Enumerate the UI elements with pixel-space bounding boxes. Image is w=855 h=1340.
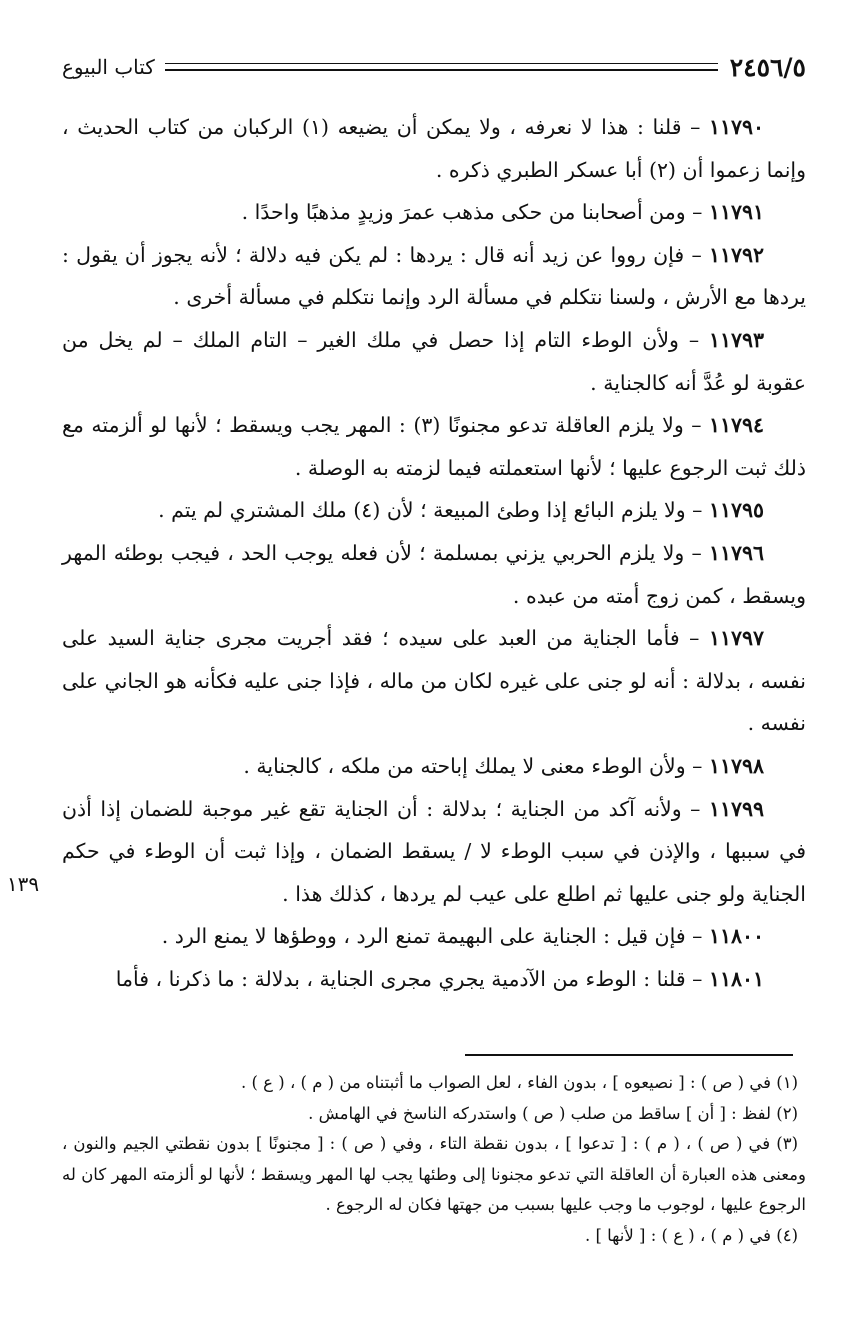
paragraph-text: – ولا يلزم البائع إذا وطئ المبيعة ؛ لأن (٤) ملك المشتري لم يتم .: [158, 498, 709, 523]
paragraph: [62, 234, 806, 319]
footnote-separator: [465, 1054, 793, 1056]
paragraph-number: ١١٧٩٢: [708, 242, 764, 267]
paragraph-number: ١١٧٩٠: [708, 115, 765, 139]
paragraph-number: ١١٧٩١: [708, 200, 764, 225]
paragraph: [62, 745, 806, 788]
paragraph-text: – فإن رووا عن زيد أنه قال : يردها : لم يكن فيه دلالة ؛ لأنه يجوز أن يقول : يردها مع الأرش ، ولسنا نتكلم في مسألة الرد وإنما نتكلم في مسألة أخرى .: [62, 242, 806, 310]
paragraph: [62, 915, 806, 958]
paragraph-number: ١١٧٩٩: [708, 796, 764, 821]
footnotes: [62, 1068, 806, 1252]
main-text: [62, 106, 806, 1000]
paragraph-text: – قلنا : هذا لا نعرفه ، ولا يمكن أن يضيعه (١) الركبان من كتاب الحديث ، وإنما زعموا أن (٢) أبا عسكر الطبري ذكره .: [62, 115, 806, 182]
paragraph-text: – قلنا : الوطء من الآدمية يجري مجرى الجناية ، بدلالة : ما ذكرنا ، فأما: [115, 966, 709, 991]
footnote: (١) في ( ص ) : [ نصيعوه ] ، بدون الفاء ، لعل الصواب ما أثبتناه من ( م ) ، ( ع ) .: [241, 1073, 798, 1092]
footnote: (٢) لفظ : [ أن ] ساقط من صلب ( ص ) واستدركه الناسخ في الهامش .: [308, 1103, 798, 1123]
paragraph: [62, 788, 806, 916]
paragraph-number: ١١٨٠١: [708, 966, 764, 991]
paragraph-number: ١١٧٩٥: [708, 498, 764, 523]
paragraph: [62, 489, 806, 532]
footnote: (٣) في ( ص ) ، ( م ) : [ تدعوا ] ، بدون نقطة التاء ، وفي ( ص ) : [ مجنونًا ] بدون نقطتي الجيم والنون ، ومعنى هذه العبارة أن العاقلة التي تدعو مجنونا إلى وطئها يجب لها المهر ويسقط ؛ لأنها لو ألزمته المهر كان له الرجوع عليها ، لوجوب ما وجب عليها بسبب من جهتها فكان له الرجوع .: [62, 1134, 806, 1215]
paragraph: [62, 958, 806, 1001]
paragraph: [62, 106, 806, 191]
paragraph-text: – ولا يلزم الحربي يزني بمسلمة ؛ لأن فعله يوجب الحد ، فيجب بوطئه المهر ويسقط ، كمن زوج أمته من عبده .: [62, 540, 806, 608]
paragraph-text: – فإن قيل : الجناية على البهيمة تمنع الرد ، ووطؤها لا يمنع الرد .: [161, 924, 709, 949]
paragraph-text: – فأما الجناية من العبد على سيده ؛ فقد أجريت مجرى جناية السيد على نفسه ، بدلالة : أنه لو جنى على غيره لكان من ماله ، فإذا جنى عليه فكأنه هو الجاني على نفسه .: [62, 626, 806, 736]
paragraph-number: ١١٧٩٦: [708, 540, 764, 565]
paragraph-number: ١١٧٩٧: [708, 626, 764, 651]
paragraph-number: ١١٧٩٨: [708, 753, 764, 778]
paragraph-number: ١١٨٠٠: [708, 924, 764, 949]
paragraph-text: – ولا يلزم العاقلة تدعو مجنونًا (٣) : المهر يجب ويسقط ؛ لأنها لو ألزمته مع ذلك ثبت الرجوع عليها ؛ لأنها استعملته فيما لزمته به الوصلة .: [62, 413, 806, 480]
paragraph-text: – ولأن الوطء معنى لا يملك إباحته من ملكه ، كالجناية .: [243, 753, 709, 778]
paragraph: [62, 532, 806, 617]
book-title: كتاب البيوع: [62, 55, 155, 79]
running-header: [62, 50, 806, 84]
paragraph-text: – ومن أصحابنا من حكى مذهب عمرَ وزيدٍ مذهبًا واحدًا .: [241, 200, 709, 225]
footnote: (٤) في ( م ) ، ( ع ) : [ لأنها ] .: [584, 1225, 798, 1245]
paragraph-text: – ولأنه آكد من الجناية ؛ بدلالة : أن الجناية تقع غير موجبة للضمان إذا أذن في سببها ، والإذن في سبب الوطء لا / يسقط الضمان ، وإذا ثبت أن الوطء في حكم الجناية ولو جنى عليها ثم اطلع على عيب لم يردها ، كذلك هذا .: [62, 796, 806, 906]
header-rule: [165, 63, 718, 71]
paragraph: [62, 191, 806, 234]
paragraph-number: ١١٧٩٣: [708, 327, 764, 352]
paragraph: [62, 617, 806, 745]
page-number: ٢٤٥٦/٥: [729, 52, 806, 82]
paragraph: [62, 404, 806, 489]
paragraph-number: ١١٧٩٤: [708, 413, 764, 438]
paragraph-text: – ولأن الوطء التام إذا حصل في ملك الغير – التام الملك – لم يخل من عقوبة لو عُدَّ أنه كالجناية .: [62, 327, 806, 395]
manuscript-folio-number: ١٣٩: [6, 872, 40, 896]
paragraph: [62, 319, 806, 404]
